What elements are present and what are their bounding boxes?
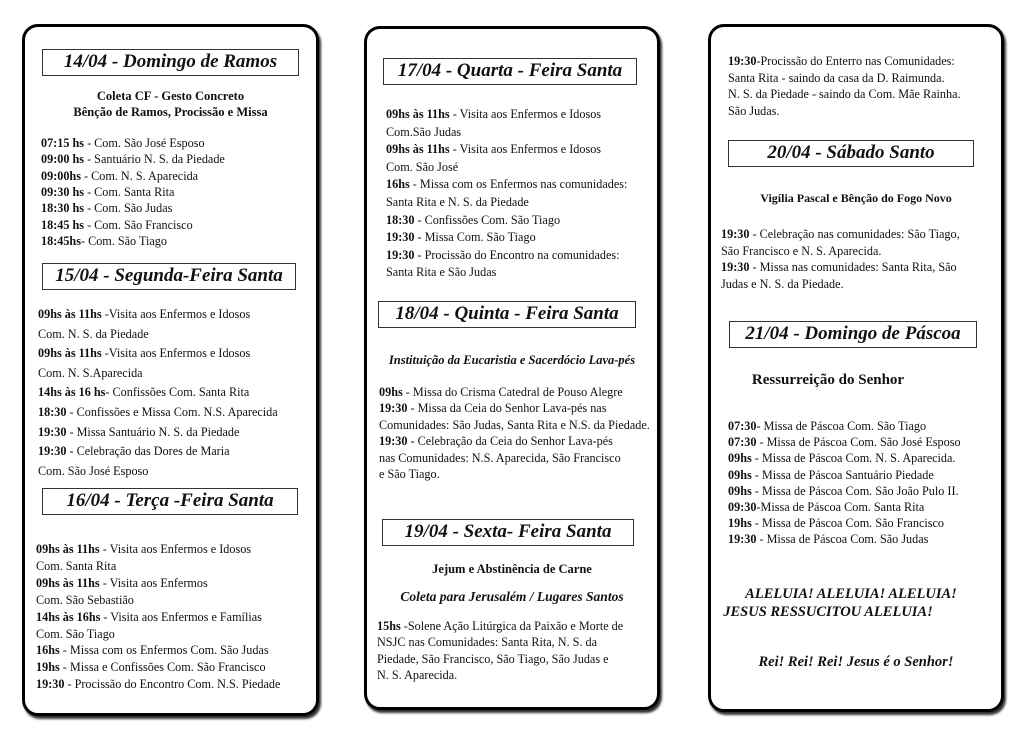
- schedule-line: [728, 103, 779, 119]
- subtitle-bencao: Bênção de Ramos, Procissão e Missa: [73, 105, 268, 119]
- schedule-line: [386, 247, 620, 263]
- heading-sexta-feira: 19/04 - Sexta- Feira Santa: [382, 519, 634, 546]
- schedule-time: 09hs: [728, 483, 752, 498]
- schedule-time: 07:15 hs: [41, 136, 85, 150]
- schedule-time: 19:30: [379, 401, 408, 416]
- schedule-time: 19hs: [728, 516, 752, 531]
- schedule-time: 09hs às 11hs: [386, 142, 450, 157]
- schedule-description: - Missa de Páscoa Com. São Judas: [756, 532, 929, 547]
- schedule-description: Santa Rita - saindo da casa da D. Raimunda.: [728, 70, 945, 85]
- schedule-description: Com. São Tiago: [36, 626, 115, 641]
- schedule-time: 16hs: [36, 643, 60, 658]
- subtitle-eucaristia: Instituição da Eucaristia e Sacerdócio Lava-pés: [388, 353, 636, 367]
- schedule-line: [36, 575, 208, 591]
- schedule-time: 18:30: [38, 405, 67, 419]
- panel-left: [22, 24, 319, 716]
- subtitle-coleta: Coleta CF - Gesto Concreto: [96, 89, 245, 103]
- schedule-line: [728, 531, 928, 547]
- schedule-line: [377, 651, 609, 667]
- schedule-time: 09hs: [728, 467, 752, 482]
- schedule-line: [377, 618, 623, 634]
- schedule-time: 09:30: [728, 500, 757, 514]
- panel-middle: [364, 26, 660, 710]
- heading-domingo-ramos: 14/04 - Domingo de Ramos: [42, 49, 299, 76]
- subtitle-coleta-jerusalem: Coleta para Jerusalém / Lugares Santos: [400, 589, 624, 604]
- schedule-line: [386, 159, 458, 175]
- schedule-line: [386, 212, 560, 228]
- schedule-description: - Visita aos Enfermos e Famílias: [100, 609, 262, 624]
- heading-quinta-feira: 18/04 - Quinta - Feira Santa: [378, 301, 636, 328]
- schedule-description: - Visita aos Enfermos: [99, 575, 208, 590]
- schedule-description: - Missa nas comunidades: Santa Rita, São: [749, 260, 957, 274]
- schedule-time: 09hs às 11hs: [36, 575, 100, 590]
- schedule-description: - Missa Santuário N. S. da Piedade: [66, 424, 240, 439]
- schedule-line: [36, 626, 115, 642]
- schedule-description: -Visita aos Enfermos e Idosos: [101, 307, 251, 321]
- schedule-line: [41, 168, 198, 184]
- schedule-description: N. S. da Piedade - saindo da Com. Mãe Rainha.: [728, 87, 961, 102]
- schedule-line: [41, 135, 205, 151]
- schedule-time: 19:30: [36, 677, 65, 692]
- schedule-time: 19hs: [36, 660, 60, 675]
- schedule-line: [721, 226, 960, 242]
- schedule-line: [379, 450, 621, 466]
- schedule-line: [728, 483, 959, 499]
- schedule-description: Piedade, São Francisco, São Tiago, São Judas e: [377, 651, 609, 666]
- schedule-line: [36, 642, 269, 658]
- schedule-description: - Com. Santa Rita: [84, 184, 175, 199]
- schedule-line: [721, 259, 957, 275]
- schedule-time: 09hs: [379, 385, 403, 399]
- schedule-line: [728, 515, 944, 531]
- schedule-description: Com. N. S.Aparecida: [38, 365, 143, 380]
- schedule-description: - Missa de Páscoa Com. N. S. Aparecida.: [751, 451, 956, 466]
- schedule-time: 09hs às 11hs: [36, 542, 100, 556]
- schedule-line: [728, 450, 955, 466]
- schedule-line: [41, 233, 167, 249]
- schedule-description: e São Tiago.: [379, 467, 440, 481]
- schedule-time: 09:30 hs: [41, 184, 85, 199]
- schedule-line: [38, 404, 278, 420]
- schedule-time: 19:30: [721, 260, 750, 274]
- schedule-description: Comunidades: São Judas, Santa Rita e N.S. da Piedade.: [379, 417, 650, 432]
- schedule-time: 19:30: [38, 424, 67, 439]
- schedule-description: - Confissões Com. São Tiago: [414, 212, 561, 227]
- schedule-line: [379, 384, 623, 400]
- schedule-description: - Com. São José Esposo: [84, 136, 205, 150]
- closing-rei: Rei! Rei! Rei! Jesus é o Senhor!: [758, 654, 954, 670]
- heading-segunda-feira: 15/04 - Segunda-Feira Santa: [42, 263, 296, 290]
- subtitle-ressurreicao: Ressurreição do Senhor: [751, 372, 905, 388]
- schedule-description: -Procissão do Enterro nas Comunidades:: [756, 54, 955, 68]
- schedule-line: [38, 424, 239, 440]
- schedule-time: 19:30: [379, 434, 408, 449]
- schedule-description: Santa Rita e N. S. da Piedade: [386, 195, 529, 209]
- schedule-description: nas Comunidades: N.S. Aparecida, São Francisco: [379, 450, 621, 465]
- schedule-line: [379, 400, 606, 416]
- schedule-line: [38, 443, 230, 459]
- schedule-line: [728, 418, 926, 434]
- schedule-line: [41, 184, 174, 200]
- schedule-time: 07:30: [728, 435, 757, 450]
- schedule-description: - Missa de Páscoa Com. São Francisco: [751, 516, 944, 531]
- schedule-line: [728, 70, 945, 86]
- schedule-time: 19:30: [386, 230, 415, 245]
- schedule-line: [728, 53, 955, 69]
- schedule-description: -Missa de Páscoa Com. Santa Rita: [756, 500, 925, 514]
- schedule-description: - Visita aos Enfermos e Idosos: [99, 542, 252, 556]
- schedule-description: - Com. São Francisco: [84, 217, 193, 232]
- subtitle-vigilia: Vigília Pascal e Bênção do Fogo Novo: [760, 191, 952, 205]
- schedule-line: [386, 141, 601, 157]
- schedule-line: [36, 592, 134, 608]
- schedule-line: [728, 434, 961, 450]
- schedule-line: [386, 176, 627, 192]
- schedule-line: [386, 229, 536, 245]
- heading-quarta-feira: 17/04 - Quarta - Feira Santa: [383, 58, 637, 85]
- schedule-time: 09hs: [728, 451, 752, 466]
- schedule-line: [41, 200, 172, 216]
- schedule-line: [377, 634, 597, 650]
- schedule-time: 19:30: [728, 54, 757, 68]
- schedule-line: [728, 86, 961, 102]
- schedule-time: 09hs às 11hs: [38, 307, 102, 321]
- schedule-description: - Missa com os Enfermos nas comunidades:: [409, 177, 628, 192]
- schedule-description: - Procissão do Encontro na comunidades:: [414, 247, 620, 262]
- schedule-line: [728, 499, 924, 515]
- schedule-time: 19:30: [38, 444, 67, 459]
- schedule-time: 18:45hs: [41, 233, 81, 248]
- schedule-time: 18:30: [386, 212, 415, 227]
- schedule-time: 14hs às 16 hs: [38, 385, 106, 400]
- schedule-line: [41, 217, 193, 233]
- schedule-line: [386, 124, 461, 140]
- schedule-line: [386, 106, 601, 122]
- schedule-description: - Missa Com. São Tiago: [414, 230, 536, 245]
- schedule-description: Com. São José Esposo: [38, 463, 149, 478]
- schedule-description: N. S. Aparecida.: [377, 667, 458, 682]
- schedule-description: - Celebração da Ceia do Senhor Lava-pés: [407, 434, 613, 449]
- schedule-time: 18:45 hs: [41, 217, 85, 232]
- schedule-line: [379, 417, 650, 433]
- heading-domingo-pascoa: 21/04 - Domingo de Páscoa: [729, 321, 977, 348]
- schedule-description: São Francisco e N. S. Aparecida.: [721, 243, 882, 258]
- schedule-line: [386, 194, 529, 210]
- schedule-description: Com. Santa Rita: [36, 558, 117, 573]
- schedule-line: [386, 264, 496, 280]
- schedule-description: - Confissões e Missa Com. N.S. Aparecida: [66, 405, 278, 419]
- schedule-description: -Solene Ação Litúrgica da Paixão e Morte de: [400, 619, 624, 633]
- schedule-description: - Com. São Judas: [84, 201, 173, 216]
- heading-terca-feira: 16/04 - Terça -Feira Santa: [42, 488, 298, 515]
- schedule-description: - Procissão do Encontro Com. N.S. Piedade: [64, 677, 281, 692]
- closing-jesus-ressucitou: JESUS RESSUCITOU ALELUIA!: [723, 604, 933, 620]
- schedule-description: - Missa e Confissões Com. São Francisco: [59, 660, 266, 675]
- schedule-line: [379, 466, 440, 482]
- schedule-description: - Confissões Com. Santa Rita: [105, 385, 250, 400]
- schedule-time: 16hs: [386, 177, 410, 192]
- schedule-description: Com.São Judas: [386, 124, 462, 139]
- schedule-description: Com. São Sebastião: [36, 592, 134, 607]
- schedule-description: Com. N. S. da Piedade: [38, 326, 149, 341]
- schedule-description: Santa Rita e São Judas: [386, 265, 497, 280]
- schedule-line: [38, 345, 250, 361]
- panel-right: [708, 24, 1004, 712]
- schedule-time: 18:30 hs: [41, 201, 85, 216]
- schedule-line: [36, 609, 262, 625]
- schedule-time: 19:30: [728, 532, 757, 547]
- schedule-time: 14hs às 16hs: [36, 609, 101, 624]
- schedule-time: 09:00hs: [41, 168, 81, 183]
- schedule-line: [36, 558, 116, 574]
- schedule-time: 07:30: [728, 419, 757, 433]
- schedule-line: [38, 326, 149, 342]
- schedule-line: [377, 667, 457, 683]
- schedule-line: [379, 433, 613, 449]
- schedule-description: São Judas.: [728, 103, 780, 118]
- schedule-description: - Missa de Páscoa Santuário Piedade: [751, 467, 934, 482]
- schedule-description: - Visita aos Enfermos e Idosos: [449, 107, 602, 121]
- schedule-description: - Santuário N. S. da Piedade: [84, 152, 225, 167]
- schedule-line: [38, 306, 250, 322]
- schedule-line: [721, 276, 844, 292]
- schedule-description: - Missa de Páscoa Com. São José Esposo: [756, 435, 961, 450]
- schedule-description: - Com. N. S. Aparecida: [80, 168, 199, 183]
- schedule-line: [36, 541, 251, 557]
- closing-aleluia: ALELUIA! ALELUIA! ALELUIA!: [745, 586, 957, 602]
- schedule-time: 15hs: [377, 619, 401, 633]
- schedule-description: - Visita aos Enfermos e Idosos: [449, 142, 602, 157]
- schedule-line: [36, 659, 266, 675]
- schedule-line: [41, 151, 225, 167]
- schedule-time: 09hs às 11hs: [386, 107, 450, 121]
- schedule-line: [728, 467, 934, 483]
- schedule-time: 09hs às 11hs: [38, 346, 102, 361]
- schedule-time: 19:30: [721, 227, 750, 241]
- schedule-description: - Missa de Páscoa Com. São Tiago: [756, 419, 927, 433]
- subtitle-jejum: Jejum e Abstinência de Carne: [432, 562, 592, 576]
- heading-sabado-santo: 20/04 - Sábado Santo: [728, 140, 974, 167]
- schedule-description: - Com. São Tiago: [80, 233, 167, 248]
- schedule-line: [721, 243, 881, 259]
- schedule-line: [36, 676, 280, 692]
- schedule-description: Com. São José: [386, 159, 459, 174]
- schedule-time: 09:00 hs: [41, 152, 85, 167]
- schedule-description: - Celebração das Dores de Maria: [66, 444, 230, 459]
- schedule-description: -Visita aos Enfermos e Idosos: [101, 346, 251, 361]
- schedule-line: [38, 365, 143, 381]
- schedule-description: - Missa da Ceia do Senhor Lava-pés nas: [407, 401, 607, 416]
- schedule-description: Judas e N. S. da Piedade.: [721, 276, 844, 291]
- schedule-line: [38, 463, 148, 479]
- schedule-description: NSJC nas Comunidades: Santa Rita, N. S. da: [377, 635, 598, 650]
- schedule-description: - Celebração nas comunidades: São Tiago,: [749, 227, 960, 241]
- schedule-description: - Missa com os Enfermos Com. São Judas: [59, 643, 269, 658]
- schedule-line: [38, 384, 249, 400]
- schedule-description: - Missa de Páscoa Com. São João Pulo II.: [751, 483, 959, 498]
- schedule-description: - Missa do Crisma Catedral de Pouso Alegre: [402, 385, 623, 399]
- schedule-time: 19:30: [386, 247, 415, 262]
